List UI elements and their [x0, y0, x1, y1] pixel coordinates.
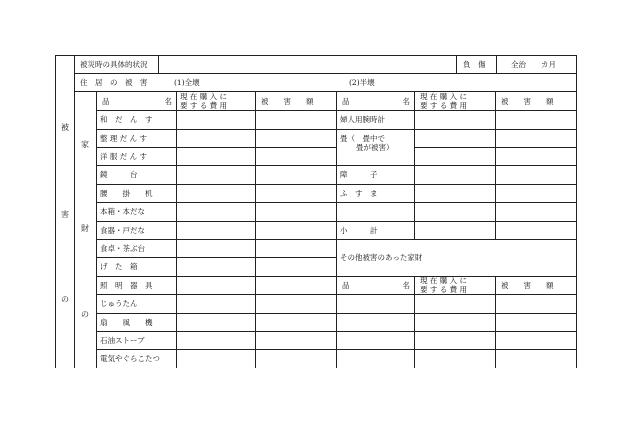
subtotal-label: 小 計 — [340, 226, 378, 235]
item-koshikake-tsukue: 腰 掛 机 — [100, 189, 153, 198]
item-shokki: 食器・戸だな — [100, 226, 145, 235]
col-damage-right-lower: 被 害 額 — [501, 281, 554, 290]
housing-label: 住 居 の 被 害 — [80, 78, 148, 87]
injury-value: 全治 カ月 — [511, 60, 556, 69]
item-seiridansu: 整 理 だ ん す — [100, 134, 148, 143]
item-shokutaku: 食卓・茶ぶ台 — [100, 244, 145, 253]
item-youfukudansu: 洋 服 だ ん す — [100, 152, 148, 161]
item-watch: 婦人用腕時計 — [340, 115, 385, 124]
side-label-inner-1: 家 — [81, 140, 89, 149]
side-label-inner-2: 財 — [81, 224, 89, 233]
item-shoumei: 照 明 器 具 — [100, 281, 153, 290]
item-kotatsu: 電気やぐらこたつ — [100, 354, 160, 363]
side-label-outer-2: 害 — [61, 210, 69, 219]
col-item-left: 品 名 — [102, 97, 172, 106]
situation-label: 被災時の具体的状況 — [80, 60, 148, 69]
col-cost-left-2: 要 す る 費 用 — [180, 101, 228, 110]
rule-columns-top — [74, 91, 576, 92]
item-shoji: 障 子 — [340, 170, 378, 179]
side-label-outer-1: 被 — [61, 123, 69, 132]
col-item-right-lower: 品 名 — [342, 281, 410, 290]
item-juutan: じゅうたん — [100, 299, 138, 308]
item-getabako: げ た 箱 — [100, 262, 138, 271]
side-label-outer-3: の — [61, 295, 69, 304]
col-damage-right: 被 害 額 — [501, 97, 554, 106]
item-senpuuki: 扇 風 機 — [100, 318, 153, 327]
item-tatami-1: 畳（ 畳中で — [340, 134, 385, 143]
rule-top — [55, 55, 576, 56]
item-kyoudai: 鏡 台 — [100, 170, 138, 179]
injury-label: 負 傷 — [463, 60, 486, 69]
other-items-label: その他被害のあった家財 — [340, 253, 423, 262]
item-sekiyu-stove: 石油ストーブ — [100, 336, 145, 345]
housing-option-half: (2)半壊 — [349, 78, 375, 87]
housing-option-full: (1)全壊 — [174, 78, 200, 87]
side-label-inner-3: の — [81, 310, 89, 319]
rule-right-outer — [576, 55, 577, 368]
item-fusuma: ふ す ま — [340, 189, 378, 198]
col-cost-right-lower-2: 要 す る 費 用 — [420, 285, 468, 294]
col-cost-right-1: 現 在 購 入 に — [420, 92, 468, 101]
item-wadansu: 和 だ ん す — [100, 115, 153, 124]
col-cost-left-1: 現 在 購 入 に — [180, 92, 228, 101]
rule-housing-top — [74, 73, 576, 74]
rule-left-outer — [55, 55, 56, 368]
col-item-right: 品 名 — [342, 97, 410, 106]
item-tatami-2: 畳が被害） — [356, 143, 394, 152]
col-cost-right-2: 要 す る 費 用 — [420, 101, 468, 110]
col-cost-right-lower-1: 現 在 購 入 に — [420, 276, 468, 285]
col-damage-left: 被 害 額 — [261, 97, 314, 106]
item-honbako: 本箱・本だな — [100, 207, 145, 216]
